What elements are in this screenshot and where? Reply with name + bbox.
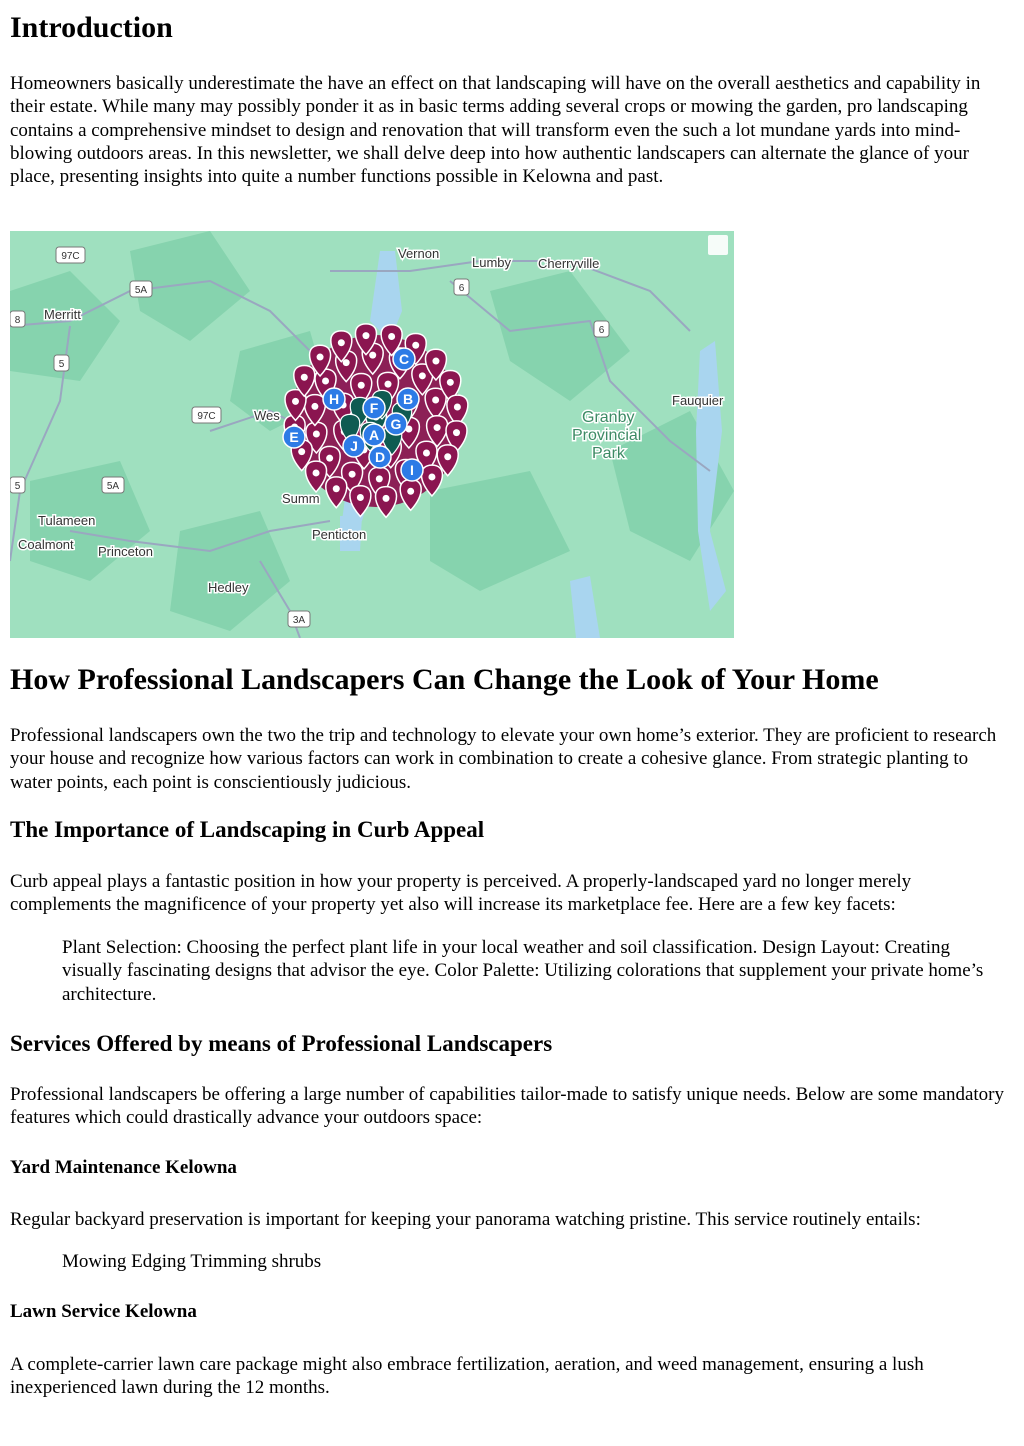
road-shield (102, 477, 124, 493)
marker-e[interactable] (283, 426, 305, 448)
svg-text:5: 5 (58, 359, 65, 370)
place-label: Wes (254, 408, 280, 423)
marker-g[interactable] (385, 413, 407, 435)
road-shield (288, 611, 310, 627)
place-label: Granby (582, 409, 635, 426)
road-shield (454, 279, 469, 295)
svg-text:J: J (350, 438, 358, 454)
road-shield (54, 355, 69, 371)
road-shield (10, 477, 25, 493)
place-label: Princeton (98, 544, 153, 559)
svg-text:I: I (410, 462, 414, 478)
place-label: Hedley (208, 580, 249, 595)
service-area-map[interactable] (10, 231, 734, 638)
lawn-heading: Lawn Service Kelowna (10, 1301, 197, 1322)
place-label: Merritt (44, 307, 81, 322)
road-shield (130, 281, 152, 297)
svg-text:A: A (368, 427, 380, 443)
svg-text:5A: 5A (134, 285, 148, 296)
lawn-paragraph: A complete-carrier lawn care package might also embrace fertilization, aeration, and weed management, ensuring a lush inexperienced lawn during the 12 months. (10, 1354, 924, 1399)
place-label: Fauquier (672, 393, 724, 408)
yard-heading: Yard Maintenance Kelowna (10, 1157, 237, 1178)
svg-text:H: H (328, 391, 340, 407)
intro-heading: Introduction (10, 11, 173, 44)
place-label: Summ (282, 491, 320, 506)
marker-a[interactable] (363, 424, 385, 446)
svg-text:B: B (402, 391, 414, 407)
intro-paragraph: Homeowners basically underestimate the have an effect on that landscaping will have on the overall aesthetics and capability in their estate. While many may possibly ponder it as in basic terms adding several crops or mowing the garden, pro landscaping contains a comprehensive mindset to design and renovation that will transform even the such a lot mundane yards into mind-blowing outdoors areas. In this newsletter, we shall delve deep into how authentic landscapers can alternate the glance of your place, presenting insights into quite a number functions possible in Kelowna and past. (10, 73, 981, 188)
yard-list: Mowing Edging Trimming shrubs (62, 1251, 322, 1272)
svg-text:E: E (289, 429, 299, 445)
place-label: Vernon (398, 246, 440, 261)
marker-i[interactable] (401, 459, 423, 481)
curb-list: Plant Selection: Choosing the perfect plant life in your local weather and soil classification. Design Layout: Creating visually fascinating designs that advisor the eye. Color Palette: Utilizing colorations that supplement your private home’s architecture. (62, 937, 984, 1005)
place-label: Provincial (572, 427, 642, 444)
services-heading: Services Offered by means of Professional Landscapers (10, 1031, 553, 1056)
yard-paragraph: Regular backyard preservation is important for keeping your panorama watching pristine. This service routinely entails: (10, 1209, 921, 1230)
curb-heading: The Importance of Landscaping in Curb Appeal (10, 817, 485, 842)
place-label: Lumby (472, 255, 512, 270)
svg-text:C: C (398, 351, 410, 367)
road-shield (10, 311, 25, 327)
svg-text:3A: 3A (292, 615, 306, 626)
svg-text:G: G (390, 416, 402, 432)
svg-text:D: D (374, 449, 386, 465)
svg-text:6: 6 (458, 283, 465, 294)
place-label: Tulameen (38, 513, 96, 528)
marker-d[interactable] (369, 446, 391, 468)
how-paragraph: Professional landscapers own the two the trip and technology to elevate your own home’s exterior. They are proficient to research your house and recognize how various factors can work in combination to create a cohesive glance. From strategic planting to water points, each point is conscientiously judicious. (10, 725, 997, 793)
road-shield (594, 321, 609, 337)
svg-text:5: 5 (14, 481, 21, 492)
fullscreen-button[interactable] (708, 235, 728, 255)
svg-text:F: F (369, 400, 379, 416)
marker-j[interactable] (343, 435, 365, 457)
place-label: Coalmont (18, 537, 74, 552)
curb-paragraph: Curb appeal plays a fantastic position in how your property is perceived. A properly-landscaped yard no longer merely complements the magnificence of your property yet also will increase its marketplace fee. Here are a few key facets: (10, 871, 912, 916)
marker-c[interactable] (393, 348, 415, 370)
svg-text:97C: 97C (197, 411, 216, 422)
how-heading: How Professional Landscapers Can Change the Look of Your Home (10, 663, 879, 696)
marker-h[interactable] (323, 388, 345, 410)
place-label: Park (592, 445, 625, 462)
svg-text:8: 8 (14, 315, 21, 326)
svg-text:97C: 97C (61, 251, 80, 262)
place-label: Cherryville (538, 256, 600, 271)
marker-f[interactable] (363, 397, 385, 419)
services-paragraph: Professional landscapers be offering a large number of capabilities tailor-made to satisfy unique needs. Below are some mandatory features which could drastically advance your outdoors space: (10, 1084, 1004, 1129)
place-label: Penticton (312, 527, 367, 542)
svg-text:6: 6 (598, 325, 605, 336)
marker-b[interactable] (397, 388, 419, 410)
road-shield (56, 247, 85, 263)
svg-text:5A: 5A (106, 481, 120, 492)
map-canvas (10, 231, 734, 638)
road-shield (192, 407, 221, 423)
